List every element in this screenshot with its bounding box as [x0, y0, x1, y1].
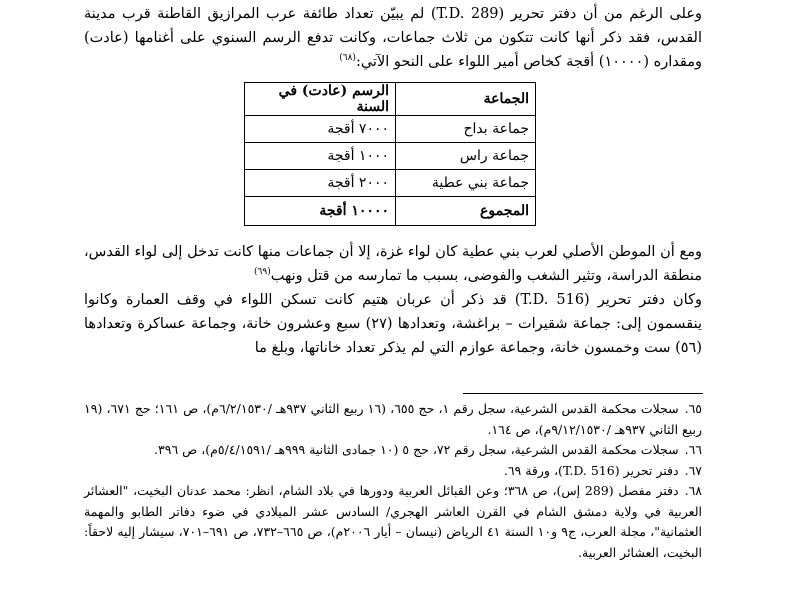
footnote-text: سجلات محكمة القدس الشرعية، سجل رقم ١، حج ٦٥٥، (١٦ ربيع الثاني ٩٣٧هـ /٦/٢/١٥٣٠م)، ص ١٦١؛ حج ٦٧١، (١٩ ربيع الثاني ٩٣٧هـ /٩/١٢/١٥٣٠م)، ص ١٦٤.: [84, 401, 702, 437]
table-row: [245, 116, 536, 143]
dues-table: [244, 82, 536, 226]
footnote-number: ٦٨.: [684, 483, 702, 498]
table-header-row: [245, 83, 536, 116]
footnote-divider: [463, 393, 703, 394]
table-total-value: ١٠٠٠٠ أقجة: [245, 197, 396, 226]
table-cell-fee: ٢٠٠٠ أقجة: [245, 170, 396, 197]
paragraph-2: [84, 240, 702, 288]
column-header-group: الجماعة: [396, 83, 536, 116]
paragraph-3-text: وكان دفتر تحرير (T.D. 516) قد ذكر أن عربان هتيم كانت تسكن اللواء في وقف العمارة وكانوا ينقسمون إلى: جماعة شقيرات – براغشة، وتعدادها (٢٧) سبع وعشرون خانة، وجماعة عساكرة وتعدادها (٥٦) ست وخمسون خانة، وجماعة عوازم التي لم يذكر تعداد خاناتها، وبلغ ما: [84, 292, 703, 356]
footnote-65: [84, 399, 702, 440]
table-row: [245, 143, 536, 170]
table-total-label: المجموع: [396, 197, 536, 226]
table-cell-fee: ١٠٠٠ أقجة: [245, 143, 396, 170]
column-header-fee: الرسم (عادت) في السنة: [245, 83, 396, 116]
footnote-number: ٦٦.: [684, 442, 702, 457]
paragraph-1-text: وعلى الرغم من أن دفتر تحرير (T.D. 289) لم يبيّن تعداد طائفة عرب المرازيق القاطنة قرب مدينة القدس، فقد ذكر أنها كانت تتكون من ثلاث جماعات، وكانت تدفع الرسم السنوي على أغنامها (عادت) ومقداره (١٠٠٠٠) أقجة كخاص أمير اللواء على النحو الآتي:: [84, 6, 702, 70]
table-cell-group: جماعة راس: [396, 143, 536, 170]
table-total-row: [245, 197, 536, 226]
footnote-68: [84, 481, 702, 563]
footnote-ref-69[interactable]: (٦٩): [254, 267, 271, 278]
footnote-number: ٦٧.: [684, 462, 702, 478]
table-cell-fee: ٧٠٠٠ أقجة: [245, 116, 396, 143]
footnote-ref-68[interactable]: (٦٨): [339, 53, 356, 64]
table-cell-group: جماعة بني عطية: [396, 170, 536, 197]
footnote-66: [84, 440, 702, 461]
paragraph-3: [84, 288, 702, 360]
footnotes: [84, 399, 702, 563]
footnote-text: دفتر مفصل (289 إس)، ص ٣٦٨؛ وعن القبائل العربية ودورها في بلاد الشام، انظر: محمد عدنان البخيت، "العشائر العربية في ولاية دمشق الشام في القرن العاشر الهجري/ السادس عشر الميلادي في ضوء دفاتر الطابو والمهمة العثمانية"، مجلة العرب، ج٩ و١٠ السنة ٤١ الرياض (نيسان – أيار ٢٠٠٦م)، ص ٦٦٥–٧٣٢، ص ٦٩١–٧٠١، سيشار إليه لاحقاً: البخيت، العشائر العربية.: [84, 483, 703, 560]
paragraph-2-text: ومع أن الموطن الأصلي لعرب بني عطية كان لواء غزة، إلا أن جماعات منها كانت تدخل إلى لواء القدس، منطقة الدراسة، وتثير الشغب والفوضى، بسبب ما تمارسه من قتل ونهب: [84, 244, 702, 284]
table-row: [245, 170, 536, 197]
footnote-67: [84, 461, 702, 482]
table-cell-group: جماعة بداح: [396, 116, 536, 143]
paragraph-1: [84, 2, 702, 74]
footnote-number: ٦٥.: [684, 401, 703, 416]
footnote-text: دفتر تحرير (T.D. 516)، ورقة ٦٩.: [503, 462, 679, 478]
footnote-text: سجلات محكمة القدس الشرعية، سجل رقم ٧٢، حج ٥ (١٠ جمادى الثانية ٩٩٩هـ /٥/٤/١٥٩١م)، ص ٣٩٦.: [154, 442, 679, 457]
